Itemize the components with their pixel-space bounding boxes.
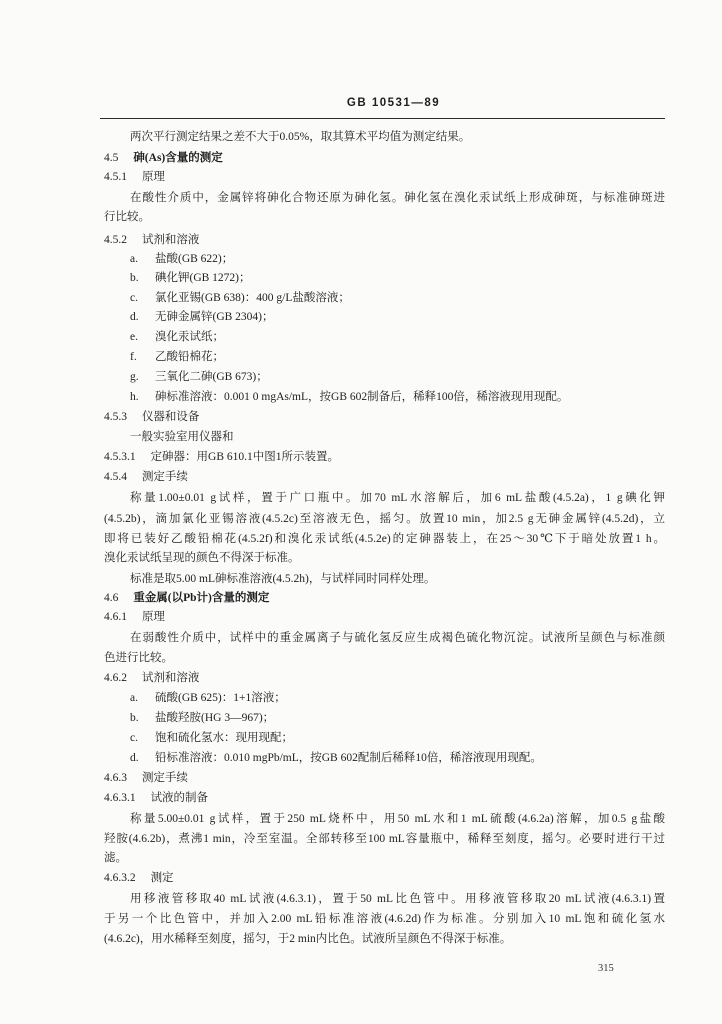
- paragraph-line: 用移液管移取40 mL试液(4.6.3.1)，置于50 mL比色管中。用移液管移取20 mL试液(4.6.3.1)置: [130, 893, 665, 905]
- section-title: 试剂和溶液: [141, 672, 200, 684]
- section-number: 4.6: [104, 592, 119, 604]
- section-title: 测定: [150, 872, 174, 884]
- section-4-6-3-heading: [104, 769, 665, 787]
- list-marker: c.: [130, 732, 138, 744]
- list-item-text: 三氧化二砷(GB 673)；: [155, 371, 268, 383]
- section-number: 4.5: [104, 152, 119, 164]
- paragraph-line: 羟胺(4.6.2b)，煮沸1 min，冷至室温。全部转移至100 mL容量瓶中，稀释至刻度，摇匀。必要时进行干过: [104, 833, 665, 845]
- list-marker: b.: [130, 272, 139, 284]
- list-item-text: 铅标准溶液：0.010 mgPb/mL，按GB 602配制后稀释10倍，稀溶液现用现配。: [155, 752, 542, 764]
- list-item: [130, 729, 665, 747]
- section-4-6-2-heading: [104, 669, 665, 687]
- section-4-5-2-heading: [104, 231, 665, 249]
- section-4-6-1-heading: [104, 608, 665, 626]
- list-item-text: 硫酸(GB 625)：1+1溶液；: [155, 692, 286, 704]
- list-marker: a.: [130, 692, 138, 704]
- paragraph-line: 在酸性介质中，金属锌将砷化合物还原为砷化氢。砷化氢在溴化汞试纸上形成砷斑，与标准砷斑进: [130, 192, 665, 204]
- section-4-5-1-heading: [104, 168, 665, 186]
- section-title: 原理: [141, 611, 165, 623]
- section-title: 测定手续: [141, 772, 188, 784]
- list-item: [130, 269, 665, 287]
- paragraph-line: 行比较。: [104, 211, 150, 223]
- paragraph-line: 滤。: [104, 852, 127, 864]
- section-4-5-3-heading: [104, 408, 665, 426]
- section-number: 4.6.3.2: [104, 872, 136, 884]
- section-number: 4.6.3.1: [104, 792, 136, 804]
- section-4-5-heading: [104, 149, 665, 167]
- paragraph-line: 溴化汞试纸呈现的颜色不得深于标准。: [104, 552, 300, 564]
- section-4-6-3-1-heading: [104, 789, 665, 807]
- paragraph-line: 标准是取5.00 mL砷标准溶液(4.5.2h)，与试样同时同样处理。: [130, 573, 436, 585]
- paragraph-line: 色进行比较。: [104, 652, 173, 664]
- section-4-5-4-heading: [104, 468, 665, 486]
- list-item-text: 无砷金属锌(GB 2304)；: [155, 311, 274, 323]
- list-marker: g.: [130, 371, 139, 383]
- section-title: 测定手续: [141, 471, 188, 483]
- list-item: [130, 289, 665, 307]
- list-item-text: 乙酸铅棉花；: [155, 351, 224, 363]
- section-title: 砷(As)含量的测定: [133, 152, 223, 164]
- list-marker: c.: [130, 292, 138, 304]
- paragraph-line: 在弱酸性介质中，试样中的重金属离子与硫化氢反应生成褐色硫化物沉淀。试液所呈颜色与标准颜: [130, 632, 665, 644]
- list-item: [130, 388, 665, 406]
- paragraph-line: 即将已装好乙酸铅棉花(4.5.2f)和溴化汞试纸(4.5.2e)的定砷器装上，在25～30℃下于暗处放置1 h。: [104, 533, 665, 545]
- section-number: 4.6.3: [104, 772, 127, 784]
- list-item: [130, 308, 665, 326]
- paragraph-line: 称量5.00±0.01 g试样，置于250 mL烧杯中，用50 mL水和1 mL硫酸(4.6.2a)溶解，加0.5 g盐酸: [130, 813, 665, 825]
- list-item: [130, 348, 665, 366]
- section-4-4-conclusion: 两次平行测定结果之差不大于0.05%，取其算术平均值为测定结果。: [130, 131, 471, 143]
- standard-number-header: GB 10531—89: [346, 97, 441, 109]
- list-item: [130, 709, 665, 727]
- clause-text: 定砷器：用GB 610.1中图1所示装置。: [150, 451, 340, 463]
- section-title: 原理: [141, 171, 165, 183]
- section-number: 4.5.2: [104, 234, 127, 246]
- section-number: 4.5.1: [104, 171, 127, 183]
- list-item: [130, 328, 665, 346]
- section-number: 4.5.4: [104, 471, 127, 483]
- paragraph-line: (4.5.2b)，滴加氯化亚锡溶液(4.5.2c)至溶液无色，摇匀。放置10 min，加2.5 g无砷金属锌(4.5.2d)，立: [104, 513, 665, 525]
- list-item-text: 氯化亚锡(GB 638)：400 g/L盐酸溶液；: [155, 292, 350, 304]
- paragraph-line: 称量1.00±0.01 g试样，置于广口瓶中。加70 mL水溶解后，加6 mL盐酸(4.5.2a)，1 g碘化钾: [130, 492, 665, 504]
- list-marker: f.: [130, 351, 137, 363]
- section-title: 重金属(以Pb计)含量的测定: [133, 592, 270, 604]
- list-item: [130, 368, 665, 386]
- list-item-text: 饱和硫化氢水：现用现配；: [155, 732, 293, 744]
- section-number: 4.6.1: [104, 611, 127, 623]
- paragraph-line: (4.6.2c)，用水稀释至刻度，摇匀，于2 min内比色。试液所呈颜色不得深于标准。: [104, 933, 512, 945]
- list-item: [130, 749, 665, 767]
- section-4-6-3-2-heading: [104, 869, 665, 887]
- section-number: 4.6.2: [104, 672, 127, 684]
- section-4-5-3-1-clause: [104, 448, 665, 466]
- list-marker: d.: [130, 311, 139, 323]
- list-marker: e.: [130, 331, 138, 343]
- list-item-text: 碘化钾(GB 1272)；: [155, 272, 251, 284]
- list-item: [130, 250, 665, 268]
- section-title: 试剂和溶液: [141, 234, 200, 246]
- list-marker: h.: [130, 391, 139, 403]
- section-number: 4.5.3.1: [104, 451, 136, 463]
- section-title: 仪器和设备: [141, 411, 200, 423]
- list-marker: b.: [130, 712, 139, 724]
- header-rule: [100, 118, 665, 119]
- list-item: [130, 689, 665, 707]
- section-4-6-heading: [104, 589, 665, 607]
- list-marker: a.: [130, 253, 138, 265]
- list-item-text: 砷标准溶液：0.001 0 mgAs/mL，按GB 602制备后，稀释100倍，稀溶液现用现配。: [155, 391, 569, 403]
- paragraph-line: 一般实验室用仪器和: [130, 431, 234, 443]
- page-number: 315: [598, 963, 614, 974]
- section-number: 4.5.3: [104, 411, 127, 423]
- list-item-text: 盐酸羟胺(HG 3—967)；: [155, 712, 275, 724]
- list-item-text: 盐酸(GB 622)；: [155, 253, 234, 265]
- paragraph-line: 于另一个比色管中，并加入2.00 mL铅标准溶液(4.6.2d)作为标准。分别加入10 mL饱和硫化氢水: [104, 913, 665, 925]
- list-marker: d.: [130, 752, 139, 764]
- list-item-text: 溴化汞试纸；: [155, 331, 224, 343]
- section-title: 试液的制备: [150, 792, 209, 804]
